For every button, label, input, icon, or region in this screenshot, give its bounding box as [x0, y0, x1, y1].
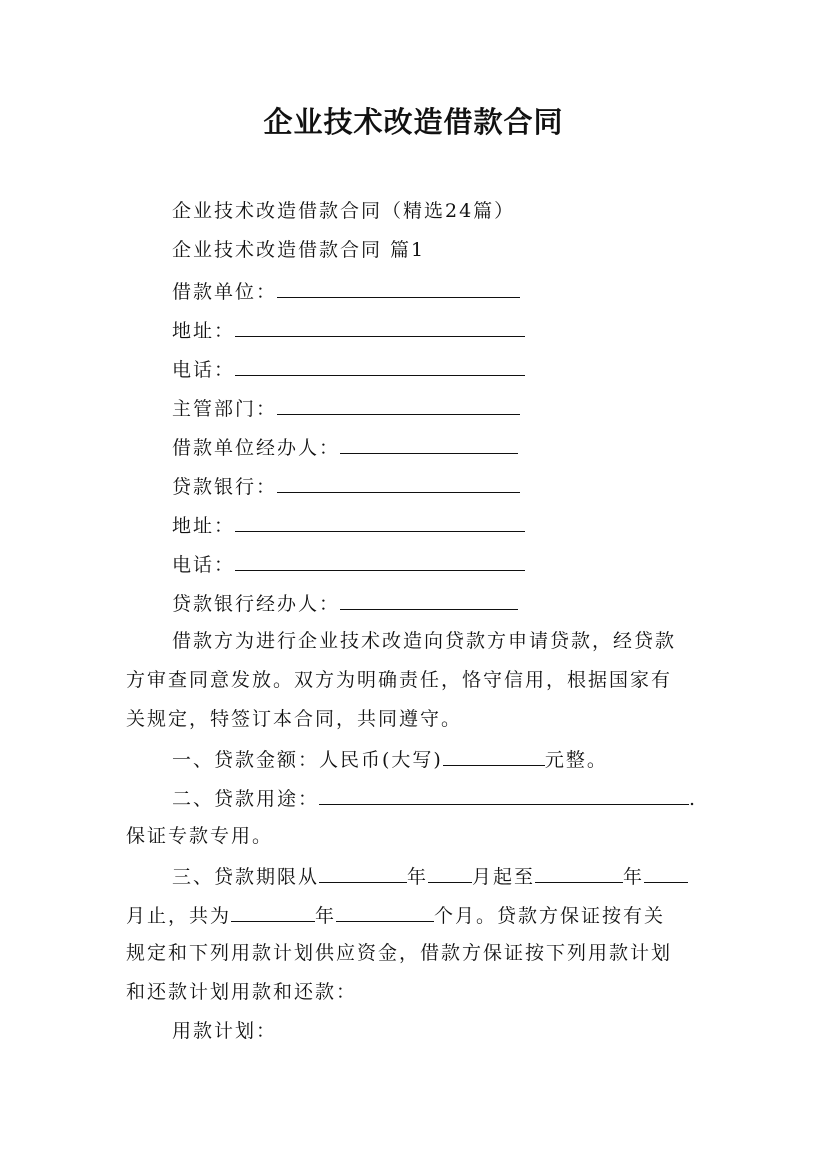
clause-loan-purpose	[172, 784, 697, 812]
field-borrower-address	[172, 316, 525, 344]
field-lender-phone	[172, 550, 525, 578]
document-subtitle: 企业技术改造借款合同（精选24篇）	[172, 200, 516, 222]
blank-line	[235, 550, 525, 571]
clause-text: 一、贷款金额：人民币(大写)	[172, 749, 443, 771]
field-borrower	[172, 277, 520, 305]
field-label: 电话：	[172, 554, 236, 576]
blank-line	[644, 862, 688, 883]
field-supervisor-dept	[172, 394, 520, 422]
field-label: 地址：	[172, 320, 236, 342]
blank-line	[319, 784, 689, 805]
field-label: 贷款银行：	[172, 476, 278, 498]
blank-line	[235, 511, 525, 532]
field-label: 电话：	[172, 359, 236, 381]
clause-text: 月起至	[472, 866, 536, 888]
blank-line	[235, 355, 525, 376]
blank-line	[443, 745, 545, 766]
blank-line	[319, 862, 407, 883]
clause-text: .	[689, 788, 698, 810]
blank-line	[235, 316, 525, 337]
clause-text: 元整。	[544, 749, 608, 771]
field-borrower-agent	[172, 433, 518, 461]
clause-purpose-line-2: 保证专款专用。	[126, 825, 274, 847]
document-title: 企业技术改造借款合同	[263, 105, 564, 139]
blank-line	[277, 472, 520, 493]
blank-line	[340, 589, 518, 610]
field-label: 地址：	[172, 515, 236, 537]
clause-text: 二、贷款用途：	[172, 788, 320, 810]
intro-line-2: 方审查同意发放。双方为明确责任，恪守信用，根据国家有	[126, 669, 673, 691]
intro-line-1: 借款方为进行企业技术改造向贷款方申请贷款，经贷款	[172, 630, 677, 652]
clause-term-line-4: 和还款计划用款和还款：	[126, 981, 358, 1003]
field-label: 主管部门：	[172, 398, 278, 420]
field-lender-bank	[172, 472, 520, 500]
clause-text: 年	[315, 905, 337, 927]
field-lender-address	[172, 511, 525, 539]
clause-loan-term	[172, 862, 688, 890]
field-borrower-phone	[172, 355, 525, 383]
field-label: 借款单位经办人：	[172, 437, 341, 459]
blank-line	[428, 862, 472, 883]
field-lender-agent	[172, 589, 518, 617]
clause-text: 年	[623, 866, 645, 888]
blank-line	[231, 901, 315, 922]
blank-line	[535, 862, 623, 883]
field-label: 借款单位：	[172, 281, 278, 303]
blank-line	[336, 901, 434, 922]
clause-text: 三、贷款期限从	[172, 866, 320, 888]
field-label: 贷款银行经办人：	[172, 593, 341, 615]
blank-line	[277, 394, 520, 415]
blank-line	[277, 277, 520, 298]
clause-term-line-3: 规定和下列用款计划供应资金，借款方保证按下列用款计划	[126, 942, 673, 964]
plan-label: 用款计划：	[172, 1020, 278, 1042]
intro-line-3: 关规定，特签订本合同，共同遵守。	[126, 708, 463, 730]
blank-line	[340, 433, 518, 454]
clause-text: 年	[407, 866, 429, 888]
clause-text: 月止，共为	[126, 905, 232, 927]
clause-term-line-2	[126, 901, 665, 929]
clause-loan-amount	[172, 745, 608, 773]
clause-text: 个月。贷款方保证按有关	[434, 905, 666, 927]
section-heading: 企业技术改造借款合同 篇1	[172, 239, 426, 261]
